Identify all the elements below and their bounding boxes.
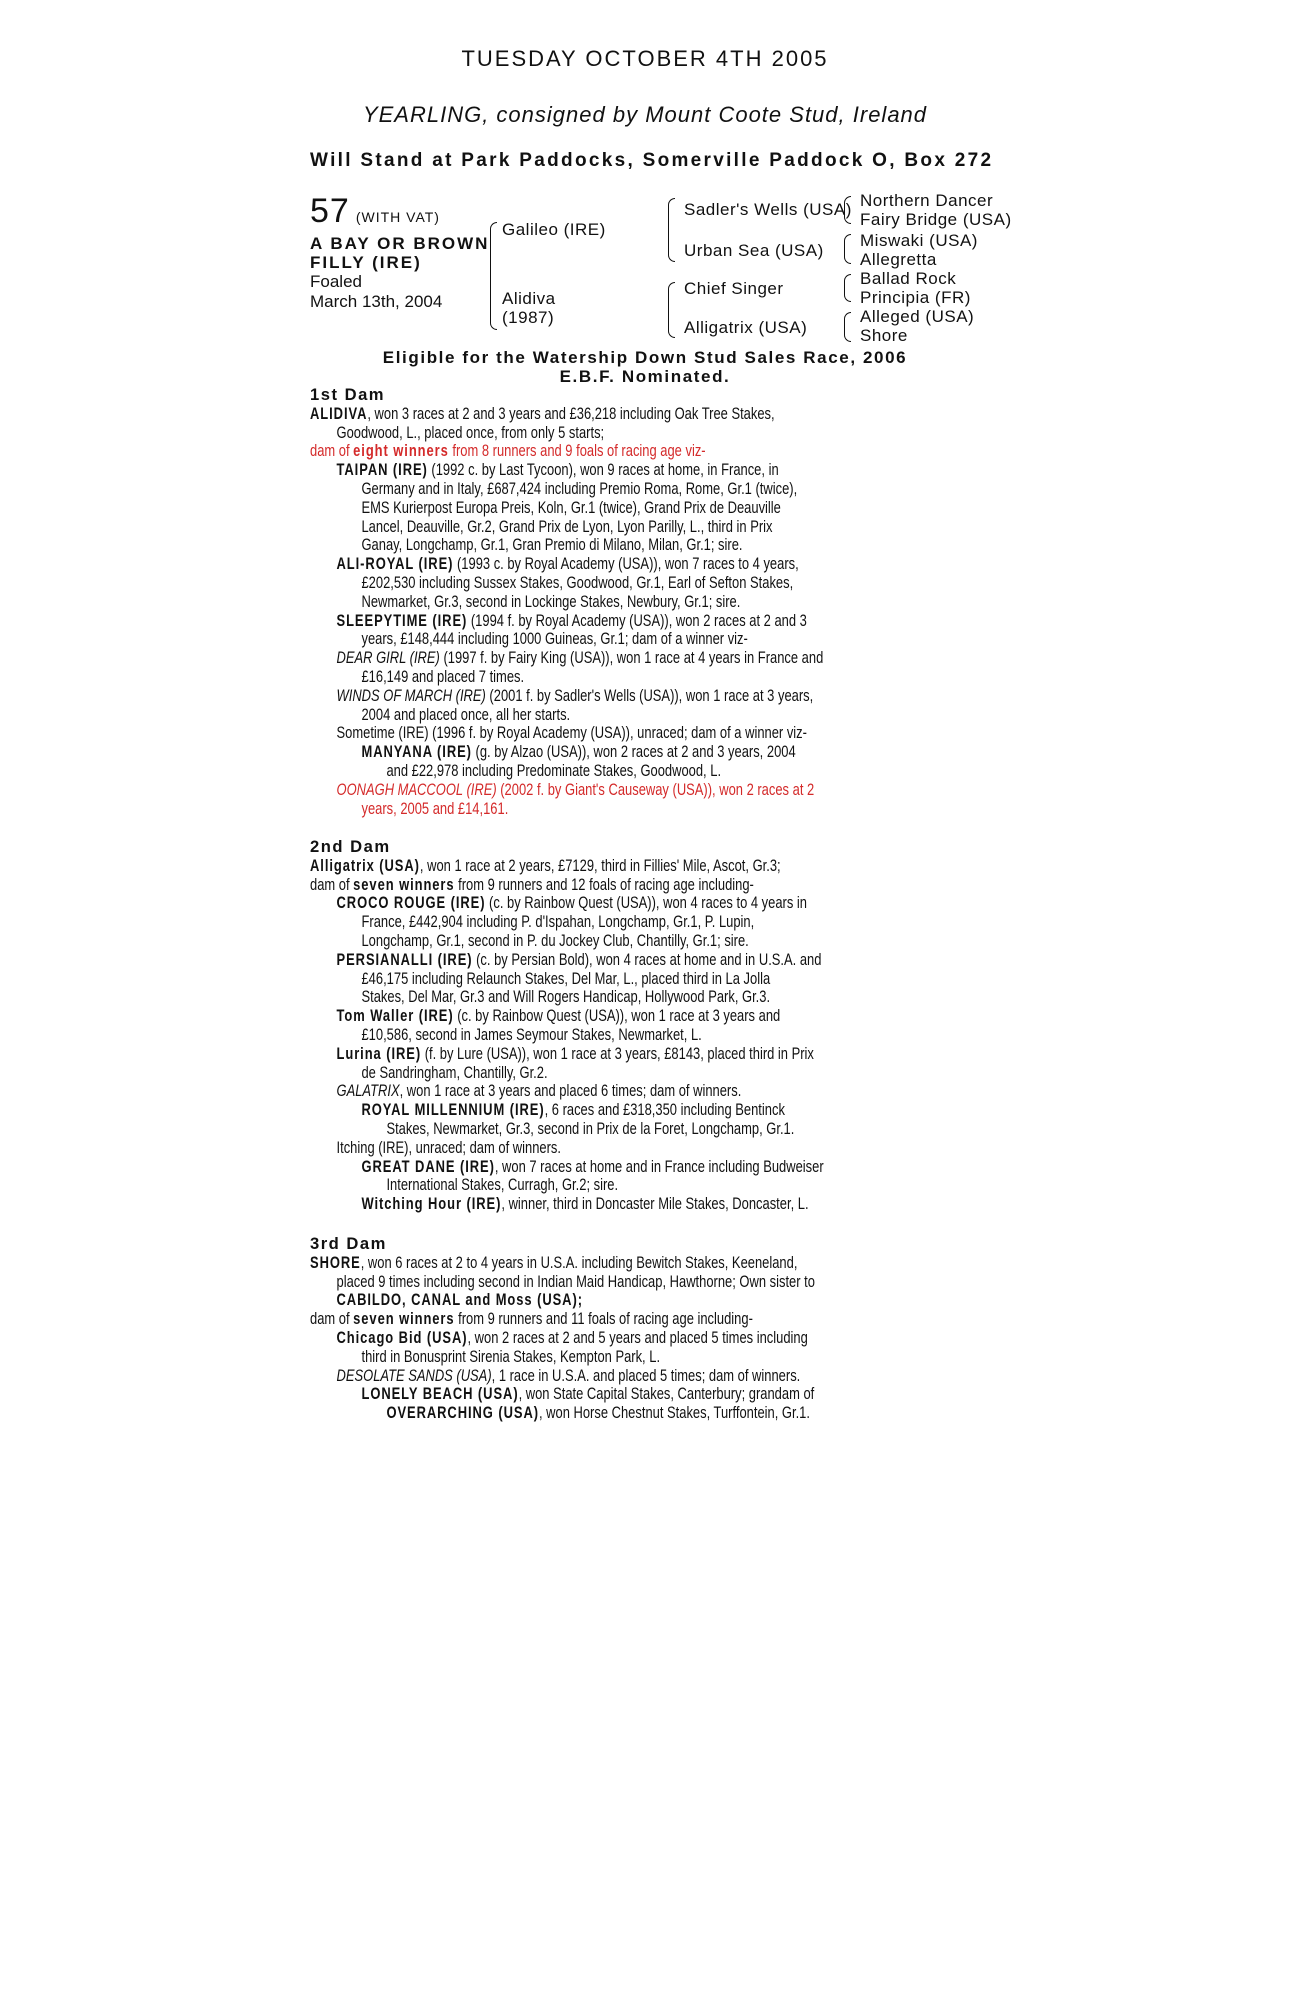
- pedigree-sds: Miswaki (USA): [860, 231, 978, 250]
- pedigree-brace-first-gen: [490, 222, 497, 330]
- list-item: OVERARCHING (USA), won Horse Chestnut Stakes, Turffontein, Gr.1.: [386, 1403, 810, 1423]
- list-item-cont: Newmarket, Gr.3, second in Lockinge Stakes, Newbury, Gr.1; sire.: [361, 591, 741, 611]
- list-item: WINDS OF MARCH (IRE) (2001 f. by Sadler's Wells (USA)), won 1 race at 3 years,: [336, 685, 814, 705]
- pedigree-brace-sd: [844, 234, 851, 264]
- list-item: Witching Hour (IRE), winner, third in Doncaster Mile Stakes, Doncaster, L.: [361, 1194, 809, 1214]
- list-item: ALI-ROYAL (IRE) (1993 c. by Royal Academy (USA)), won 7 races to 4 years,: [336, 554, 799, 574]
- dam-produce-summary: dam of eight winners from 8 runners and 9 foals of racing age viz-: [310, 441, 706, 461]
- dam-record-cont: CABILDO, CANAL and Moss (USA);: [336, 1290, 583, 1310]
- dam-produce-summary: dam of seven winners from 9 runners and 12 foals of racing age including-: [310, 874, 754, 894]
- dam-record-cont: placed 9 times including second in Indian Maid Handicap, Hawthorne; Own sister to: [336, 1271, 815, 1291]
- pedigree-dam-dam: Alligatrix (USA): [684, 318, 808, 337]
- list-item-cont: Stakes, Del Mar, Gr.3 and Will Rogers Handicap, Hollywood Park, Gr.3.: [361, 987, 771, 1007]
- list-item-cont: years, 2005 and £14,161.: [361, 798, 509, 818]
- dam-record: , won 6 races at 2 to 4 years in U.S.A. including Bewitch Stakes, Keeneland,: [360, 1252, 798, 1272]
- list-item-cont: de Sandringham, Chantilly, Gr.2.: [361, 1062, 548, 1082]
- pedigree-dam: Alidiva: [502, 289, 556, 308]
- list-item: TAIPAN (IRE) (1992 c. by Last Tycoon), won 9 races at home, in France, in: [336, 460, 779, 480]
- eligibility-line-2: E.B.F. Nominated.: [559, 367, 731, 386]
- list-item: Itching (IRE), unraced; dam of winners.: [336, 1137, 561, 1157]
- sale-date: TUESDAY OCTOBER 4TH 2005: [461, 46, 829, 71]
- foaled-value: March 13th, 2004: [310, 292, 443, 311]
- list-item: GREAT DANE (IRE), won 7 races at home and in France including Budweiser: [361, 1156, 824, 1176]
- dam-produce-summary: dam of seven winners from 9 runners and 11 foals of racing age including-: [310, 1309, 753, 1329]
- list-item: Chicago Bid (USA), won 2 races at 2 and 5 years and placed 5 times including: [336, 1327, 808, 1347]
- list-item: GALATRIX, won 1 race at 3 years and placed 6 times; dam of winners.: [336, 1081, 742, 1101]
- list-item-cont: Lancel, Deauville, Gr.2, Grand Prix de Lyon, Lyon Parilly, L., third in Prix: [361, 516, 773, 536]
- section-heading: 2nd Dam: [310, 837, 391, 856]
- dam-record-cont: Goodwood, L., placed once, from only 5 starts;: [336, 422, 605, 442]
- list-item-cont: 2004 and placed once, all her starts.: [361, 704, 571, 724]
- pedigree-sss: Northern Dancer: [860, 191, 994, 210]
- horse-description: [310, 234, 500, 272]
- pedigree-brace-ds: [844, 274, 851, 302]
- section-heading: 3rd Dam: [310, 1234, 387, 1253]
- list-item-cont: Germany and in Italy, £687,424 including Premio Roma, Rome, Gr.1 (twice),: [361, 478, 798, 498]
- list-item: LONELY BEACH (USA), won State Capital Stakes, Canterbury; grandam of: [361, 1384, 815, 1404]
- eligibility-line-1: Eligible for the Watership Down Stud Sales Race, 2006: [382, 348, 908, 367]
- pedigree-dsd: Principia (FR): [860, 288, 971, 307]
- vat-note: (WITH VAT): [355, 209, 440, 225]
- pedigree-sire-sire: Sadler's Wells (USA): [684, 200, 852, 219]
- second-dam-section: [310, 838, 1180, 1214]
- list-item-cont: Longchamp, Gr.1, second in P. du Jockey Club, Chantilly, Gr.1; sire.: [361, 930, 749, 950]
- list-item: SLEEPYTIME (IRE) (1994 f. by Royal Academy (USA)), won 2 races at 2 and 3: [336, 610, 807, 630]
- pedigree-dss: Ballad Rock: [860, 269, 957, 288]
- list-item-cont: Stakes, Newmarket, Gr.3, second in Prix de la Foret, Longchamp, Gr.1.: [386, 1118, 795, 1138]
- list-item: CROCO ROUGE (IRE) (c. by Rainbow Quest (USA)), won 4 races to 4 years in: [336, 893, 808, 913]
- horse-description-line-2: FILLY (IRE): [310, 253, 422, 272]
- list-item: MANYANA (IRE) (g. by Alzao (USA)), won 2 races at 2 and 3 years, 2004: [361, 742, 796, 762]
- pedigree-sdd: Allegretta: [860, 250, 937, 269]
- list-item: Lurina (IRE) (f. by Lure (USA)), won 1 race at 3 years, £8143, placed third in Prix: [336, 1043, 814, 1063]
- list-item-cont: International Stakes, Curragh, Gr.2; sire.: [386, 1175, 619, 1195]
- section-heading: 1st Dam: [310, 385, 386, 404]
- stand-location: Will Stand at Park Paddocks, Somerville Paddock O, Box 272: [310, 150, 994, 171]
- eligibility-note: [0, 348, 1290, 386]
- first-dam-section: [310, 386, 1180, 818]
- pedigree-dam-year: (1987): [502, 308, 555, 327]
- list-item-cont: years, £148,444 including 1000 Guineas, Gr.1; dam of a winner viz-: [361, 629, 748, 649]
- list-item-cont: third in Bonusprint Sirenia Stakes, Kempton Park, L.: [361, 1346, 661, 1366]
- dam-record: , won 3 races at 2 and 3 years and £36,218 including Oak Tree Stakes,: [367, 403, 775, 423]
- dam-name: ALIDIVA: [310, 403, 368, 423]
- list-item: ROYAL MILLENNIUM (IRE), 6 races and £318,350 including Bentinck: [361, 1100, 785, 1120]
- dam-name: Alligatrix (USA): [310, 855, 420, 875]
- pedigree-dds: Alleged (USA): [860, 307, 975, 326]
- lot-number-block: [310, 192, 440, 231]
- foaled-label: Foaled: [310, 272, 362, 291]
- list-item-cont: £10,586, second in James Seymour Stakes, Newmarket, L.: [361, 1024, 702, 1044]
- pedigree-brace-sire: [668, 198, 675, 262]
- list-item-cont: EMS Kurierpost Europa Preis, Koln, Gr.1 (twice), Grand Prix de Deauville: [361, 497, 781, 517]
- list-item: Tom Waller (IRE) (c. by Rainbow Quest (USA)), won 1 race at 3 years and: [336, 1006, 781, 1026]
- dam-record: , won 1 race at 2 years, £7129, third in Fillies' Mile, Ascot, Gr.3;: [419, 855, 781, 875]
- pedigree-dam-sire: Chief Singer: [684, 279, 784, 298]
- list-item-cont: and £22,978 including Predominate Stakes, Goodwood, L.: [386, 760, 722, 780]
- list-item-cont: £202,530 including Sussex Stakes, Goodwood, Gr.1, Earl of Sefton Stakes,: [361, 572, 794, 592]
- pedigree-sire-dam: Urban Sea (USA): [684, 241, 824, 260]
- list-item: Sometime (IRE) (1996 f. by Royal Academy (USA)), unraced; dam of a winner viz-: [336, 723, 807, 743]
- list-item: DESOLATE SANDS (USA), 1 race in U.S.A. and placed 5 times; dam of winners.: [336, 1365, 801, 1385]
- list-item-cont: £16,149 and placed 7 times.: [361, 666, 525, 686]
- pedigree-sire: Galileo (IRE): [502, 220, 606, 239]
- list-item: DEAR GIRL (IRE) (1997 f. by Fairy King (USA)), won 1 race at 4 years in France and: [336, 648, 824, 668]
- horse-description-line-1: A BAY OR BROWN: [310, 234, 490, 253]
- third-dam-section: [310, 1235, 1180, 1423]
- lot-number: 57: [310, 192, 350, 230]
- list-item-highlight: OONAGH MACCOOL (IRE) (2002 f. by Giant's Causeway (USA)), won 2 races at 2: [336, 779, 815, 799]
- dam-name: SHORE: [310, 1252, 361, 1272]
- consignor-line: YEARLING, consigned by Mount Coote Stud, Ireland: [362, 102, 928, 127]
- list-item-cont: £46,175 including Relaunch Stakes, Del Mar, L., placed third in La Jolla: [361, 968, 771, 988]
- list-item-cont: France, £442,904 including P. d'Ispahan, Longchamp, Gr.1, P. Lupin,: [361, 912, 755, 932]
- list-item: PERSIANALLI (IRE) (c. by Persian Bold), won 4 races at home and in U.S.A. and: [336, 949, 822, 969]
- foaled-date: [310, 272, 442, 312]
- pedigree-ssd: Fairy Bridge (USA): [860, 210, 1012, 229]
- pedigree-brace-dam: [668, 282, 675, 338]
- pedigree-brace-dd: [844, 312, 851, 342]
- pedigree-ddd: Shore: [860, 326, 908, 345]
- list-item-cont: Ganay, Longchamp, Gr.1, Gran Premio di Milano, Milan, Gr.1; sire.: [361, 535, 743, 555]
